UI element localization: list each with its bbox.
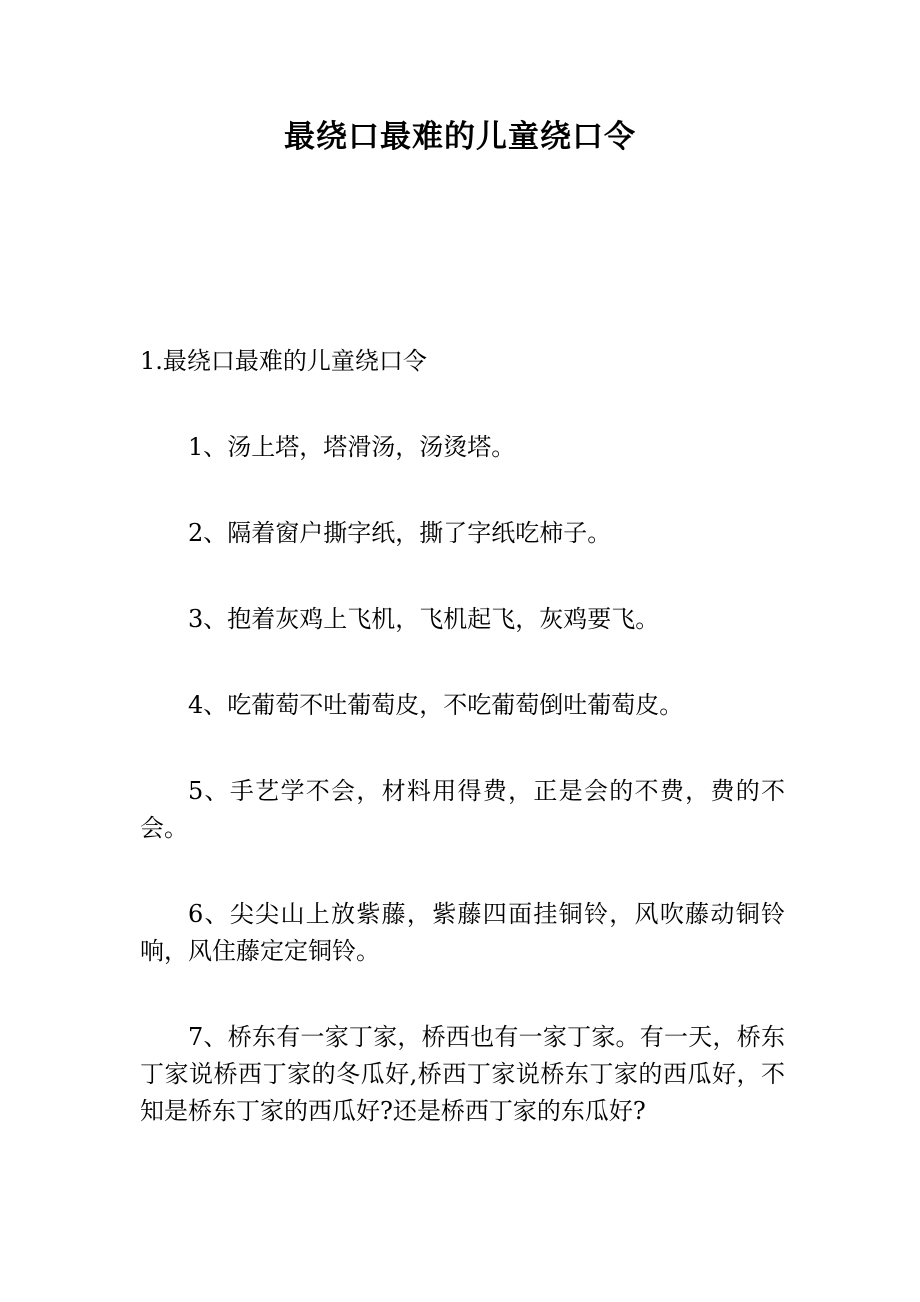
document-title: 最绕口最难的儿童绕口令 <box>284 119 636 155</box>
section-heading: 1.最绕口最难的儿童绕口令 <box>140 347 427 375</box>
tongue-twister-item-4: 4、吃葡萄不吐葡萄皮，不吃葡萄倒吐葡萄皮。 <box>188 691 684 719</box>
tongue-twister-item-7: 7、桥东有一家丁家，桥西也有一家丁家。有一天，桥东丁家说桥西丁家的冬瓜好,桥西丁家说桥东丁家的西瓜好，不知是桥东丁家的西瓜好?还是桥西丁家的东瓜好? <box>140 1023 785 1125</box>
tongue-twister-item-6: 6、尖尖山上放紫藤，紫藤四面挂铜铃，风吹藤动铜铃响，风住藤定定铜铃。 <box>140 900 785 965</box>
tongue-twister-item-3: 3、抱着灰鸡上飞机，飞机起飞，灰鸡要飞。 <box>188 605 660 633</box>
tongue-twister-item-1: 1、汤上塔，塔滑汤，汤烫塔。 <box>188 433 516 461</box>
tongue-twister-item-5: 5、手艺学不会，材料用得费，正是会的不费，费的不会。 <box>140 777 785 842</box>
tongue-twister-item-2: 2、隔着窗户撕字纸，撕了字纸吃柿子。 <box>188 519 612 547</box>
document-body <box>140 343 785 1179</box>
